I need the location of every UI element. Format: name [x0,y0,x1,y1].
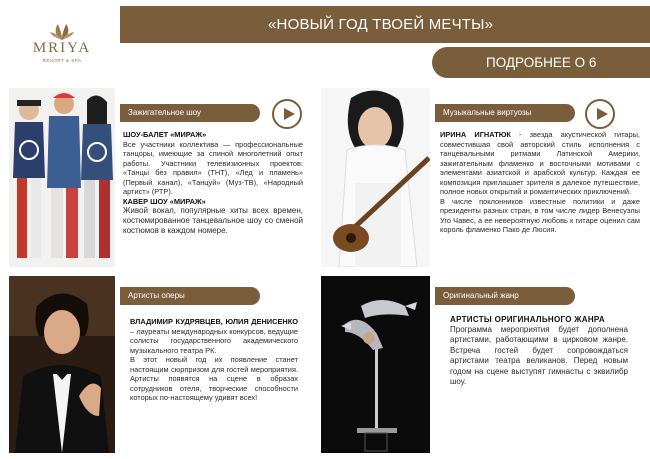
acrobat-photo [321,276,430,453]
opera-description [130,317,298,403]
category-music: Музыкальные виртуозы [435,104,575,122]
original-description [450,315,628,388]
guitarist-photo [321,88,430,267]
logo-name: MRIYA [32,40,92,56]
category-show: Зажигательное шоу [120,104,260,122]
category-opera: Артисты оперы [120,287,260,305]
opera-text: – лауреаты международных конкурсов, ведущие солисты государственного академического музыкального театра РК. [130,326,298,355]
logo-subtitle: RESORT & SPA [42,58,82,63]
mriya-logo [22,22,102,86]
opera-text-b: В этот новый год их появление станет настоящим сюрпризом для гостей мероприятия. Артисты появятся на сцене в образах сотрудников отеля, творческие способности которых по-настоящему удивят всех! [130,355,298,402]
show-name-1: ШОУ-БАЛЕТ «МИРАЖ» [123,130,207,139]
show-text-1: Все участники коллектива — профессиональные танцоры, имеющие за спиной многолетний опыт работы. Участники телевизионных проектов: «Танцы без правил» (ТНТ), «Лед и пламень» (Первый канал), «Танцуй» (Муз-ТВ), «Народный артист» (РТР). [123,139,303,196]
leaf-logo-icon [49,22,75,42]
play-icon[interactable] [272,99,302,129]
music-artist-name: ИРИНА ИГНАТЮК [440,130,511,139]
original-artist-title: АРТИСТЫ ОРИГИНАЛЬНОГО ЖАНРА [450,315,605,324]
opera-artist-names: ВЛАДИМИР КУДРЯВЦЕВ, ЮЛИЯ ДЕНИСЕНКО [130,317,298,326]
category-original: Оригинальный жанр [435,287,575,305]
play-icon[interactable] [585,99,615,129]
music-text-b: В числе поклонников известные политики и даже президенты разных стран, в том числе лидер Венесуэлы Уго Чавес, а ее невероятную любовь к гитаре оценил сам король фламенко Пако де Люсия. [440,196,640,234]
opera-singer-photo [9,276,115,453]
original-text: Программа мероприятия будет дополнена артистами, работающими в цирковом жанре. Встреча гостей будет сопровождаться артистами театра великанов. Перед новым годом на сцене выступят гимнасты с эквилибр шоу. [450,324,628,386]
show-text-2: Живой вокал, популярные хиты всех времен, костюмированное танцевальное шоу со сменой костюмов в каждом номере. [123,206,303,235]
show-name-2: КАВЕР ШОУ «МИРАЖ» [123,196,206,206]
dancers-photo [9,88,115,267]
more-artists-button[interactable]: ПОДРОБНЕЕ О 6 АРТИСТАХ [432,47,650,78]
show-description [123,130,303,236]
music-text: - звезда акустической гитары, совместившая свой авторский стиль исполнения с танцевальными ритмами Латинской Америки, зажигательным фламенко и восточными мотивами с элементами азиатской и арабской культур. Каждая ее композиция приглашает зрителя в далекое путешествие, полное новых открытий и романтических приключений. [440,130,640,196]
music-description [440,130,640,235]
page-title: «НОВЫЙ ГОД ТВОЕЙ МЕЧТЫ» [120,6,650,43]
